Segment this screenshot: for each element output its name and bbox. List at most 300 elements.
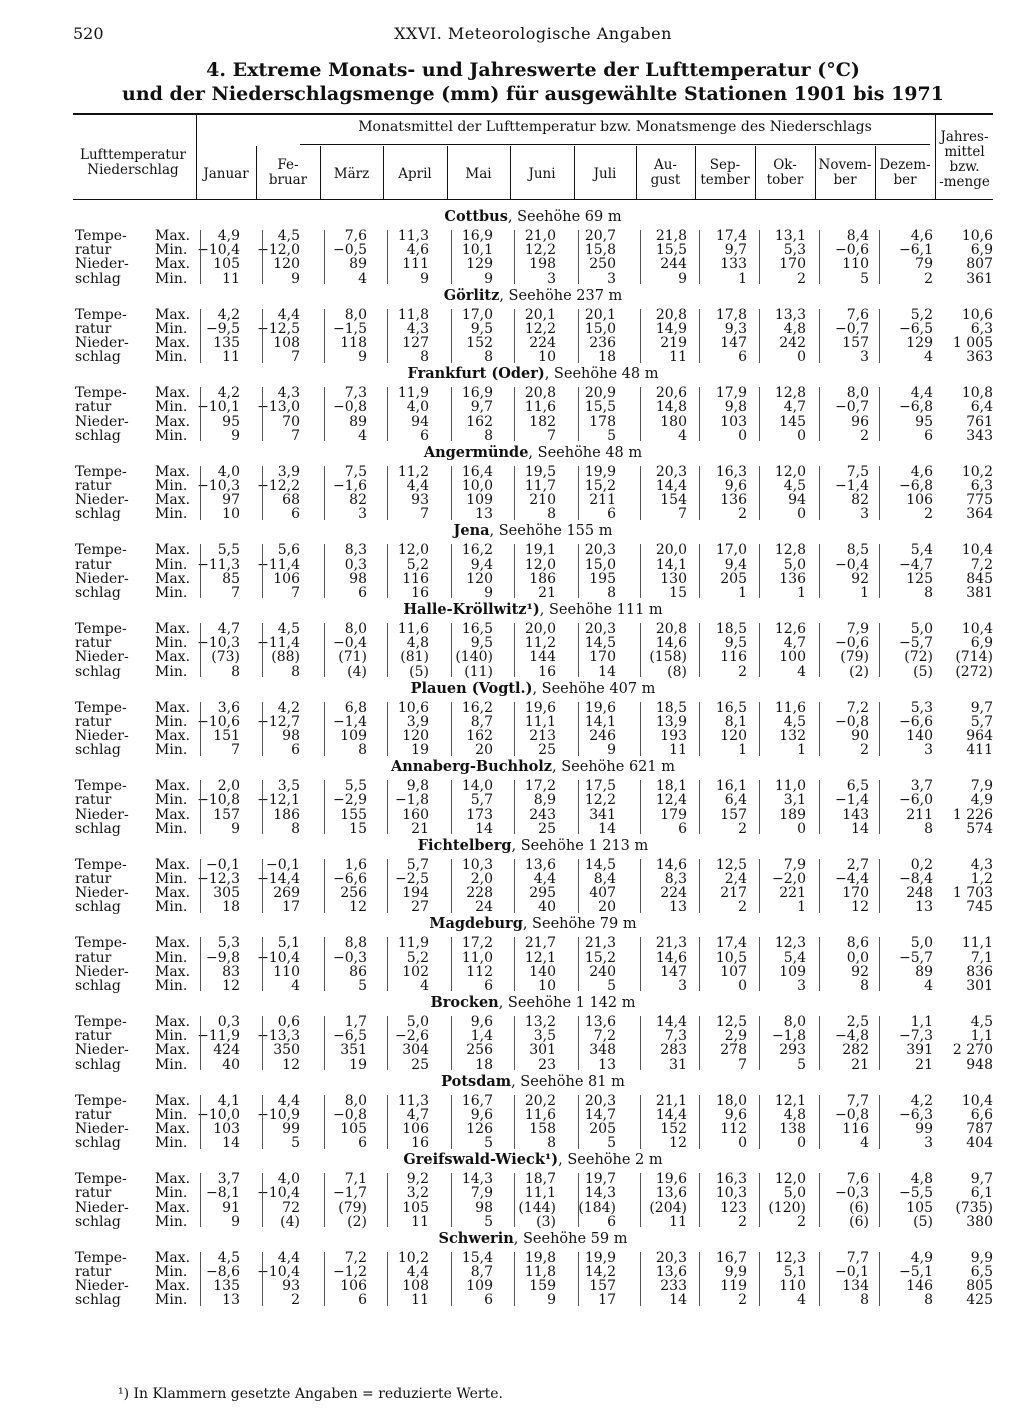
table-cell: 10 bbox=[538, 349, 556, 366]
table-cell: 179 bbox=[660, 806, 687, 823]
table-cell: 20,9 bbox=[584, 385, 616, 402]
table-cell: 16,7 bbox=[715, 1249, 747, 1266]
cell-rule bbox=[640, 230, 641, 284]
table-cell: −11,4 bbox=[257, 635, 300, 652]
table-cell: 8,8 bbox=[344, 935, 367, 952]
table-cell: −0,8 bbox=[835, 1106, 869, 1123]
table-cell: 805 bbox=[966, 1278, 993, 1295]
table-cell: 5,0 bbox=[910, 621, 933, 637]
table-cell: 13,2 bbox=[524, 1014, 556, 1030]
table-cell: 9,5 bbox=[470, 635, 493, 652]
table-cell: 6,5 bbox=[970, 1264, 993, 1280]
cell-rule bbox=[387, 1016, 388, 1070]
table-cell: 16,2 bbox=[461, 542, 493, 559]
table-cell: 0 bbox=[738, 978, 747, 994]
station-title bbox=[73, 915, 993, 932]
table-cell: 11,2 bbox=[397, 463, 429, 480]
table-cell: 12,8 bbox=[774, 385, 806, 402]
table-cell: 2 270 bbox=[952, 1042, 993, 1059]
cell-rule bbox=[514, 702, 515, 756]
table-cell: (5) bbox=[913, 1213, 933, 1230]
cell-rule bbox=[387, 466, 388, 520]
table-cell: 3 bbox=[860, 506, 869, 523]
table-cell: 2 bbox=[797, 1213, 806, 1230]
table-cell: 11,3 bbox=[397, 228, 429, 244]
table-cell: 11 bbox=[669, 742, 687, 759]
row-group-label: Nieder- bbox=[75, 1199, 129, 1216]
cell-rule bbox=[699, 309, 700, 363]
table-cell: 4,7 bbox=[783, 399, 806, 416]
cell-rule bbox=[200, 702, 201, 756]
table-cell: (71) bbox=[338, 649, 367, 666]
table-cell: 11 bbox=[222, 349, 240, 366]
station-elevation: , Seehöhe 155 m bbox=[489, 523, 613, 540]
table-cell: 1 bbox=[797, 585, 806, 601]
table-cell: 20,7 bbox=[584, 228, 616, 244]
station-elevation: , Seehöhe 237 m bbox=[499, 287, 623, 304]
table-cell: 5,6 bbox=[277, 542, 300, 559]
table-cell: −0,1 bbox=[266, 856, 300, 873]
month-header bbox=[320, 167, 383, 182]
table-cell: 1 bbox=[738, 270, 747, 287]
row-group-label: schlag bbox=[75, 349, 121, 366]
table-cell: 20,3 bbox=[584, 542, 616, 559]
table-cell: 350 bbox=[273, 1042, 300, 1059]
table-cell: 6 bbox=[358, 1135, 367, 1152]
table-cell: 83 bbox=[222, 963, 240, 980]
row-kind-label: Max. bbox=[155, 699, 191, 716]
station-name: Magdeburg bbox=[429, 915, 523, 933]
table-cell: −5,5 bbox=[899, 1185, 933, 1202]
table-cell: 13,3 bbox=[774, 306, 806, 323]
cell-rule bbox=[640, 1016, 641, 1070]
table-cell: −0,1 bbox=[206, 856, 240, 873]
cell-rule bbox=[879, 623, 880, 677]
table-cell: 4,3 bbox=[970, 856, 993, 873]
row-group-label: ratur bbox=[75, 871, 112, 887]
table-cell: 12,1 bbox=[524, 949, 556, 966]
cell-rule bbox=[324, 466, 325, 520]
table-cell: 12 bbox=[669, 1135, 687, 1152]
row-group-label: schlag bbox=[75, 742, 121, 759]
cell-rule bbox=[640, 937, 641, 991]
table-cell: 282 bbox=[842, 1042, 869, 1059]
table-cell: 173 bbox=[466, 806, 493, 823]
table-cell: 112 bbox=[466, 963, 493, 980]
table-cell: 210 bbox=[529, 492, 556, 509]
table-cell: 4 bbox=[924, 978, 933, 994]
table-cell: 10,1 bbox=[461, 242, 493, 259]
station-title bbox=[73, 208, 993, 225]
page-header bbox=[73, 24, 993, 48]
month-header-line: gust bbox=[650, 172, 681, 188]
table-cell: 745 bbox=[966, 899, 993, 916]
month-header-line: Ok- bbox=[773, 157, 797, 173]
row-kind-label: Max. bbox=[155, 1171, 191, 1188]
table-cell: 10,4 bbox=[961, 542, 993, 559]
table-cell: 15,2 bbox=[584, 478, 616, 494]
table-cell: 15,5 bbox=[655, 242, 687, 259]
cell-rule bbox=[578, 230, 579, 284]
table-cell: −12,5 bbox=[257, 320, 300, 337]
table-cell: 2 bbox=[860, 742, 869, 759]
table-cell: 72 bbox=[282, 1199, 300, 1216]
table-cell: 14,1 bbox=[584, 713, 616, 730]
row-group-label: ratur bbox=[75, 320, 112, 337]
table-cell: 5,1 bbox=[277, 935, 300, 952]
table-cell: 11,0 bbox=[774, 778, 806, 795]
table-cell: 127 bbox=[402, 335, 429, 351]
annual-header-line: bzw. bbox=[949, 159, 980, 175]
cell-rule bbox=[387, 544, 388, 598]
table-cell: 5,0 bbox=[783, 1185, 806, 1202]
table-cell: 8 bbox=[607, 585, 616, 601]
table-cell: 4,2 bbox=[910, 1092, 933, 1109]
cell-rule bbox=[578, 623, 579, 677]
table-cell: 364 bbox=[966, 506, 993, 523]
table-cell: 135 bbox=[213, 1278, 240, 1295]
table-cell: 1 005 bbox=[952, 335, 993, 351]
cell-rule bbox=[387, 623, 388, 677]
footnote: ¹) In Klammern gesetzte Angaben = reduzierte Werte. bbox=[118, 1386, 503, 1402]
table-cell: 20,3 bbox=[584, 1092, 616, 1109]
table-cell: 9,6 bbox=[470, 1014, 493, 1030]
table-cell: 10,3 bbox=[715, 1185, 747, 1202]
table-cell: 15,4 bbox=[461, 1249, 493, 1266]
month-header-line: ber bbox=[833, 172, 857, 188]
table-cell: 8,0 bbox=[344, 1092, 367, 1109]
table-cell: 775 bbox=[966, 492, 993, 509]
cell-rule bbox=[640, 466, 641, 520]
table-cell: 7,1 bbox=[344, 1171, 367, 1188]
cell-rule bbox=[578, 1095, 579, 1149]
station-name: Plauen (Vogtl.) bbox=[410, 679, 533, 697]
table-cell: 10,6 bbox=[961, 228, 993, 244]
table-cell: −6,5 bbox=[899, 320, 933, 337]
table-cell: 11,9 bbox=[397, 935, 429, 952]
table-cell: 21 bbox=[915, 1056, 933, 1073]
row-kind-label: Min. bbox=[155, 270, 188, 287]
table-cell: 1 bbox=[797, 742, 806, 759]
table-cell: 7,3 bbox=[344, 385, 367, 402]
table-cell: 18,0 bbox=[715, 1092, 747, 1109]
cell-rule bbox=[387, 230, 388, 284]
table-cell: 380 bbox=[966, 1213, 993, 1230]
cell-rule bbox=[819, 859, 820, 913]
table-cell: 186 bbox=[273, 806, 300, 823]
table-cell: 11,1 bbox=[524, 713, 556, 730]
station-title bbox=[73, 1151, 993, 1168]
cell-rule bbox=[640, 623, 641, 677]
cell-rule bbox=[324, 387, 325, 441]
table-cell: 4,6 bbox=[406, 242, 429, 259]
table-cell: 12,1 bbox=[774, 1092, 806, 1109]
station-title bbox=[73, 365, 993, 382]
table-cell: (2) bbox=[849, 663, 869, 680]
table-cell: 14,6 bbox=[655, 635, 687, 652]
table-title-line-1: 4. Extreme Monats- und Jahreswerte der Lufttemperatur (°C) bbox=[206, 59, 860, 81]
row-kind-label: Max. bbox=[155, 728, 191, 744]
table-cell: 16,4 bbox=[461, 463, 493, 480]
table-cell: 4,8 bbox=[406, 635, 429, 652]
table-cell: 18 bbox=[475, 1056, 493, 1073]
row-kind-label: Min. bbox=[155, 1292, 188, 1309]
row-kind-label: Min. bbox=[155, 1264, 188, 1280]
table-cell: −0,6 bbox=[835, 635, 869, 652]
month-header-line: tember bbox=[700, 172, 750, 188]
table-cell: 11,1 bbox=[524, 1185, 556, 1202]
cell-rule bbox=[262, 780, 263, 834]
row-group-label: ratur bbox=[75, 1185, 112, 1202]
table-cell: 205 bbox=[720, 570, 747, 587]
table-cell: (4) bbox=[280, 1213, 300, 1230]
header-rule bbox=[73, 199, 993, 200]
table-cell: (735) bbox=[955, 1199, 993, 1216]
row-group-label: Nieder- bbox=[75, 413, 129, 430]
row-group-label: Nieder- bbox=[75, 256, 129, 273]
table-cell: 135 bbox=[213, 335, 240, 351]
table-cell: 4,5 bbox=[277, 621, 300, 637]
table-cell: 21,1 bbox=[655, 1092, 687, 1109]
table-cell: 4 bbox=[358, 427, 367, 444]
cell-rule bbox=[699, 1016, 700, 1070]
table-cell: −4,8 bbox=[835, 1028, 869, 1045]
table-cell: 15 bbox=[349, 820, 367, 837]
table-cell: 7,3 bbox=[664, 1028, 687, 1045]
table-cell: 845 bbox=[966, 570, 993, 587]
table-cell: −12,1 bbox=[257, 792, 300, 809]
table-cell: −10,4 bbox=[257, 1185, 300, 1202]
month-header bbox=[447, 167, 510, 182]
cell-rule bbox=[200, 544, 201, 598]
cell-rule bbox=[578, 702, 579, 756]
table-cell: 4,4 bbox=[277, 1249, 300, 1266]
cell-rule bbox=[451, 780, 452, 834]
cell-rule bbox=[699, 230, 700, 284]
row-group-label: ratur bbox=[75, 713, 112, 730]
table-cell: (272) bbox=[955, 663, 993, 680]
table-cell: 7 bbox=[420, 506, 429, 523]
table-cell: 11,7 bbox=[524, 478, 556, 494]
table-cell: 14,6 bbox=[655, 856, 687, 873]
cell-rule bbox=[578, 544, 579, 598]
table-cell: 5,1 bbox=[783, 1264, 806, 1280]
table-cell: 295 bbox=[529, 885, 556, 902]
table-cell: 6,4 bbox=[970, 399, 993, 416]
table-cell: 189 bbox=[779, 806, 806, 823]
table-cell: 8 bbox=[547, 506, 556, 523]
table-cell: 1 bbox=[738, 585, 747, 601]
table-cell: 6 bbox=[358, 1292, 367, 1309]
table-cell: 4 bbox=[358, 270, 367, 287]
table-cell: 221 bbox=[779, 885, 806, 902]
cell-rule bbox=[514, 937, 515, 991]
table-cell: 105 bbox=[213, 256, 240, 273]
table-cell: 5,4 bbox=[783, 949, 806, 966]
table-cell: 152 bbox=[660, 1121, 687, 1137]
row-group-label: schlag bbox=[75, 899, 121, 916]
table-cell: 5 bbox=[607, 427, 616, 444]
table-cell: 98 bbox=[282, 728, 300, 744]
row-group-label: schlag bbox=[75, 1056, 121, 1073]
table-cell: 100 bbox=[779, 649, 806, 666]
annual-header-line: mittel bbox=[944, 144, 985, 160]
cell-rule bbox=[324, 309, 325, 363]
table-cell: 12,2 bbox=[524, 320, 556, 337]
cell-rule bbox=[759, 859, 760, 913]
station-name: Angermünde bbox=[423, 443, 529, 461]
table-cell: 248 bbox=[906, 885, 933, 902]
table-cell: 3,5 bbox=[277, 778, 300, 795]
table-cell: 182 bbox=[529, 413, 556, 430]
table-cell: 85 bbox=[222, 570, 240, 587]
cell-rule bbox=[759, 623, 760, 677]
table-cell: 7,2 bbox=[593, 1028, 616, 1045]
table-cell: 20,3 bbox=[655, 1249, 687, 1266]
month-header-line: Novem- bbox=[818, 157, 872, 173]
table-cell: 3 bbox=[797, 978, 806, 994]
table-cell: 110 bbox=[273, 963, 300, 980]
group-header: Monatsmittel der Lufttemperatur bzw. Monatsmenge des Niederschlags bbox=[358, 119, 872, 135]
table-cell: 1 bbox=[860, 585, 869, 601]
table-cell: 5,0 bbox=[406, 1014, 429, 1030]
row-group-label: Tempe- bbox=[75, 463, 127, 480]
row-kind-label: Max. bbox=[155, 1249, 191, 1266]
month-header-line: Fe- bbox=[277, 157, 299, 173]
table-cell: 123 bbox=[720, 1199, 747, 1216]
table-cell: 8,1 bbox=[724, 713, 747, 730]
table-cell: 12,6 bbox=[774, 621, 806, 637]
row-group-label: schlag bbox=[75, 506, 121, 523]
cell-rule bbox=[699, 1173, 700, 1227]
cell-rule bbox=[699, 937, 700, 991]
table-cell: 8 bbox=[860, 978, 869, 994]
station-elevation: , Seehöhe 621 m bbox=[552, 759, 675, 776]
table-cell: −0,6 bbox=[835, 242, 869, 259]
cell-rule bbox=[324, 937, 325, 991]
cell-rule bbox=[387, 780, 388, 834]
row-kind-label: Min. bbox=[155, 1056, 188, 1073]
cell-rule bbox=[451, 1252, 452, 1306]
table-cell: 807 bbox=[966, 256, 993, 273]
table-cell: 6,3 bbox=[970, 320, 993, 337]
table-cell: 12,0 bbox=[774, 1171, 806, 1188]
cell-rule bbox=[514, 466, 515, 520]
table-cell: 19,6 bbox=[655, 1171, 687, 1188]
table-cell: 2 bbox=[738, 663, 747, 680]
table-cell: 10,4 bbox=[961, 621, 993, 637]
table-cell: 90 bbox=[851, 728, 869, 744]
table-cell: 8 bbox=[420, 349, 429, 366]
table-cell: 13,6 bbox=[655, 1264, 687, 1280]
table-cell: 10,2 bbox=[397, 1249, 429, 1266]
table-cell: 21 bbox=[538, 585, 556, 601]
row-kind-label: Min. bbox=[155, 320, 188, 337]
table-cell: 16,1 bbox=[715, 778, 747, 795]
table-cell: 256 bbox=[340, 885, 367, 902]
cell-rule bbox=[200, 1095, 201, 1149]
table-cell: 21 bbox=[851, 1056, 869, 1073]
table-cell: 106 bbox=[402, 1121, 429, 1137]
cell-rule bbox=[699, 1095, 700, 1149]
row-kind-label: Min. bbox=[155, 949, 188, 966]
table-cell: 107 bbox=[720, 963, 747, 980]
table-cell: 9,4 bbox=[724, 556, 747, 573]
table-cell: 5 bbox=[484, 1135, 493, 1152]
cell-rule bbox=[324, 1252, 325, 1306]
table-cell: −5,7 bbox=[899, 635, 933, 652]
row-kind-label: Max. bbox=[155, 856, 191, 873]
table-cell: 120 bbox=[720, 728, 747, 744]
table-cell: 7 bbox=[291, 427, 300, 444]
table-cell: 4,9 bbox=[970, 792, 993, 809]
table-cell: 4,4 bbox=[406, 1264, 429, 1280]
page-number: 520 bbox=[73, 24, 104, 43]
table-cell: 9,9 bbox=[970, 1249, 993, 1266]
table-cell: 9,8 bbox=[724, 399, 747, 416]
station-elevation: , Seehöhe 407 m bbox=[532, 680, 656, 697]
cell-rule bbox=[640, 1095, 641, 1149]
cell-rule bbox=[759, 466, 760, 520]
table-cell: −2,0 bbox=[772, 871, 806, 887]
table-cell: 4,7 bbox=[406, 1106, 429, 1123]
table-cell: 157 bbox=[720, 806, 747, 823]
cell-rule bbox=[759, 1016, 760, 1070]
table-cell: 20,3 bbox=[655, 463, 687, 480]
row-kind-label: Max. bbox=[155, 649, 191, 666]
table-cell: 18,5 bbox=[655, 699, 687, 716]
table-cell: (81) bbox=[400, 649, 429, 666]
table-cell: 3 bbox=[358, 506, 367, 523]
table-cell: 93 bbox=[411, 492, 429, 509]
stub-header-line: Lufttemperatur bbox=[79, 147, 186, 163]
table-cell: 213 bbox=[529, 728, 556, 744]
row-group-label: schlag bbox=[75, 270, 121, 287]
table-cell: 138 bbox=[779, 1121, 806, 1137]
table-cell: 5,3 bbox=[217, 935, 240, 952]
table-cell: 9 bbox=[291, 270, 300, 287]
cell-rule bbox=[759, 1252, 760, 1306]
cell-rule bbox=[262, 544, 263, 598]
station-name: Brocken bbox=[430, 994, 499, 1011]
cell-rule bbox=[514, 544, 515, 598]
table-cell: −10,4 bbox=[257, 949, 300, 966]
cell-rule bbox=[514, 387, 515, 441]
table-cell: 125 bbox=[906, 570, 933, 587]
table-cell: 3 bbox=[924, 742, 933, 759]
table-cell: 2 bbox=[924, 270, 933, 287]
table-cell: 20,8 bbox=[524, 385, 556, 402]
table-cell: 16,2 bbox=[461, 699, 493, 716]
table-cell: 170 bbox=[842, 885, 869, 902]
table-cell: 13,6 bbox=[584, 1014, 616, 1030]
table-cell: 129 bbox=[906, 335, 933, 351]
month-header-line: Sep- bbox=[709, 157, 741, 173]
table-cell: 16 bbox=[538, 663, 556, 680]
table-cell: 0 bbox=[738, 427, 747, 444]
row-group-label: ratur bbox=[75, 635, 112, 652]
table-cell: 105 bbox=[402, 1199, 429, 1216]
cell-rule bbox=[200, 1252, 201, 1306]
table-cell: 12 bbox=[851, 899, 869, 916]
table-cell: 13 bbox=[669, 899, 687, 916]
row-kind-label: Max. bbox=[155, 492, 191, 509]
table-cell: 5 bbox=[291, 1135, 300, 1152]
table-cell: 120 bbox=[402, 728, 429, 744]
row-group-label: Tempe- bbox=[75, 856, 127, 873]
month-header-line: Mai bbox=[465, 166, 492, 182]
table-cell: −1,8 bbox=[772, 1028, 806, 1045]
